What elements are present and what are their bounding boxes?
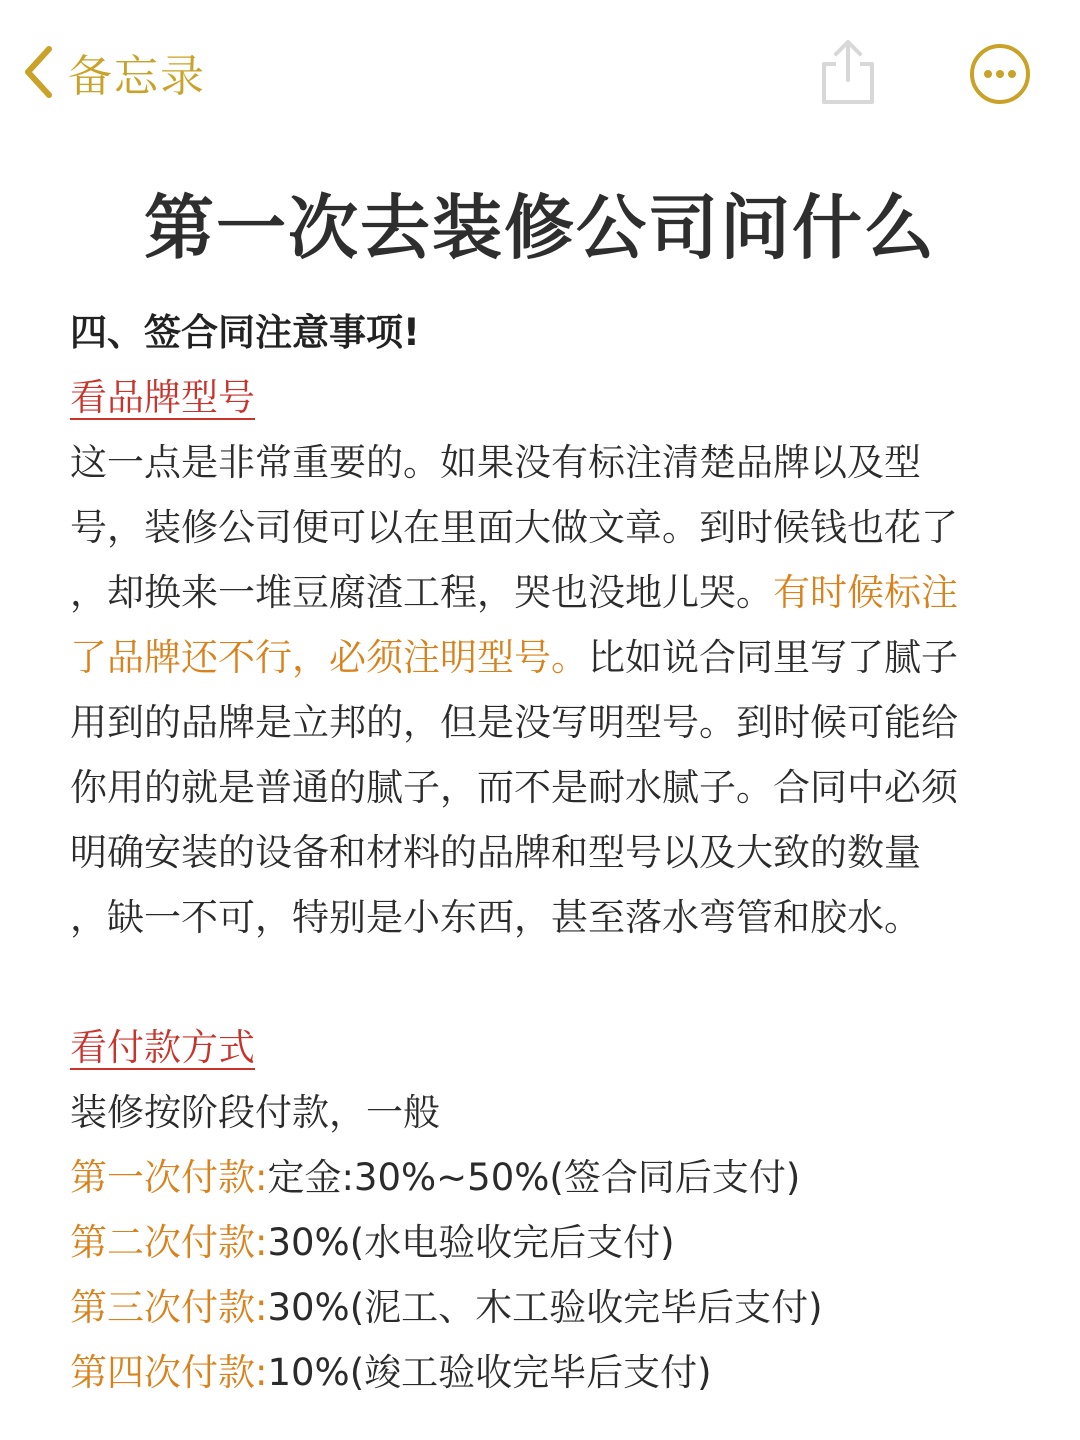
share-icon	[812, 95, 884, 114]
paragraph-line: 这一点是非常重要的。如果没有标注清楚品牌以及型	[70, 441, 921, 484]
stage-value: 10%(竣工验收完毕后支付)	[267, 1351, 712, 1394]
payment-intro: 装修按阶段付款，一般	[70, 1091, 440, 1134]
highlight-text: 了品牌还不行，必须注明型号。	[70, 636, 588, 679]
more-ellipsis-icon	[968, 91, 1032, 110]
payment-stage	[70, 1210, 1030, 1275]
back-label: 备忘录	[68, 51, 206, 102]
paragraph-line: 你用的就是普通的腻子，而不是耐水腻子。合同中必须	[70, 766, 958, 809]
paragraph-line: 明确安装的设备和材料的品牌和型号以及大致的数量	[70, 831, 921, 874]
payment-stage	[70, 1275, 1030, 1340]
stage-label: 第一次付款:	[70, 1156, 268, 1199]
highlight-text: 有时候标注	[773, 571, 958, 614]
payment-subheading: 看付款方式	[70, 1026, 255, 1069]
back-button[interactable]	[22, 40, 206, 104]
paragraph-line: 了品牌还不行，必须注明型号。比如说合同里写了腻子	[70, 636, 958, 679]
paragraph-line: ，却换来一堆豆腐渣工程，哭也没地儿哭。有时候标注	[70, 571, 958, 614]
paragraph-line: 用到的品牌是立邦的，但是没写明型号。到时候可能给	[70, 701, 958, 744]
section-title: 四、签合同注意事项!	[70, 311, 420, 354]
stage-value: 30%(水电验收完后支付)	[267, 1221, 675, 1264]
share-button[interactable]	[812, 34, 884, 110]
stage-label: 第二次付款:	[70, 1221, 268, 1264]
blank-line	[70, 950, 1030, 1015]
paragraph-line: ，缺一不可，特别是小东西，甚至落水弯管和胶水。	[70, 896, 921, 939]
stage-label: 第三次付款:	[70, 1286, 268, 1329]
paragraph-line: 号，装修公司便可以在里面大做文章。到时候钱也花了	[70, 506, 958, 549]
brand-subheading: 看品牌型号	[70, 376, 255, 419]
chevron-left-icon	[22, 44, 54, 100]
payment-stage	[70, 1145, 1030, 1210]
stage-label: 第四次付款:	[70, 1351, 268, 1394]
payment-stage	[70, 1340, 1030, 1405]
navigation-bar	[0, 0, 1080, 140]
note-title: 第一次去装修公司问什么	[144, 187, 936, 269]
stage-value: 30%(泥工、木工验收完毕后支付)	[267, 1286, 823, 1329]
stage-value: 定金:30%~50%(签合同后支付)	[267, 1156, 801, 1199]
note-body[interactable]	[70, 300, 1030, 1405]
more-button[interactable]	[968, 42, 1032, 106]
